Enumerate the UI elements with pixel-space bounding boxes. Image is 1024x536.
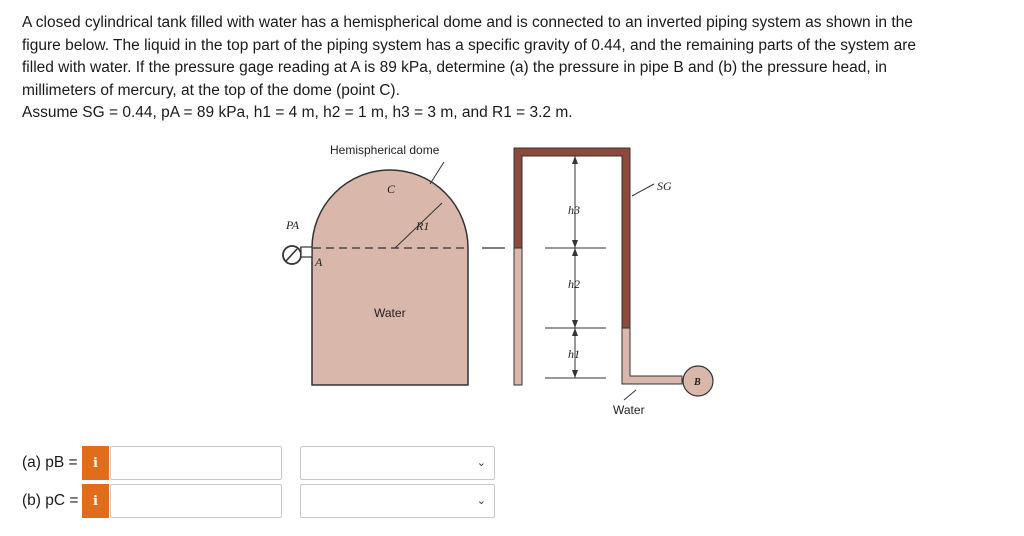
water-pointer xyxy=(624,390,636,400)
answer-b-input[interactable] xyxy=(110,484,282,518)
sg-pointer xyxy=(632,184,654,196)
arrow-icon xyxy=(572,248,578,256)
point-a-label: A xyxy=(315,255,323,269)
problem-line: millimeters of mercury, at the top of the dome (point C). xyxy=(22,81,400,99)
dome-pointer xyxy=(430,162,444,184)
arrow-icon xyxy=(572,370,578,378)
unit-select-a[interactable] xyxy=(300,446,495,480)
answer-a-label: (a) pB = xyxy=(22,454,78,471)
pipe-water-section xyxy=(622,328,682,384)
answer-b-label: (b) pC = xyxy=(22,492,79,509)
pipe-riser xyxy=(514,248,522,385)
problem-figure xyxy=(270,138,730,428)
dome-label: Hemispherical dome xyxy=(330,143,440,157)
problem-line: figure below. The liquid in the top part of the piping system has a specific gravity of 0.44, and the remaining parts of the system are xyxy=(22,36,917,54)
tank-water-label: Water xyxy=(374,306,406,320)
answer-a-input[interactable] xyxy=(110,446,282,480)
arrow-icon xyxy=(572,320,578,328)
tank-shape xyxy=(312,170,468,385)
h1-label: h1 xyxy=(568,347,580,361)
radius-label: R1 xyxy=(416,219,430,233)
chevron-down-icon: ⌄ xyxy=(476,457,486,469)
pipe-sg-section xyxy=(514,148,630,328)
problem-line: filled with water. If the pressure gage reading at A is 89 kPa, determine (a) the pressure in pipe B and (b) the pressure head, in xyxy=(22,59,888,76)
chevron-down-icon: ⌄ xyxy=(476,495,486,507)
info-icon[interactable]: i xyxy=(82,446,109,480)
h3-label: h3 xyxy=(568,203,580,217)
arrow-icon xyxy=(572,240,578,248)
gage-connector xyxy=(301,247,312,257)
problem-line: A closed cylindrical tank filled with water has a hemispherical dome and is connected to an inverted piping system as shown in the xyxy=(22,14,913,31)
answer-row-a xyxy=(22,446,282,480)
arrow-icon xyxy=(572,156,578,164)
pipe-water-label: Water xyxy=(613,403,645,417)
assumptions: Assume SG = 0.44, pA = 89 kPa, h1 = 4 m, h2 = 1 m, h3 = 3 m, and R1 = 3.2 m. xyxy=(22,104,573,121)
pa-label: PA xyxy=(286,218,300,232)
arrow-icon xyxy=(572,328,578,336)
sg-label: SG xyxy=(657,179,672,193)
point-b-label: B xyxy=(694,377,701,388)
h2-label: h2 xyxy=(568,277,580,291)
answer-row-b xyxy=(22,484,282,518)
point-c-label: C xyxy=(387,182,396,196)
info-icon[interactable]: i xyxy=(82,484,109,518)
problem-statement xyxy=(22,12,1007,125)
unit-select-b[interactable] xyxy=(300,484,495,518)
